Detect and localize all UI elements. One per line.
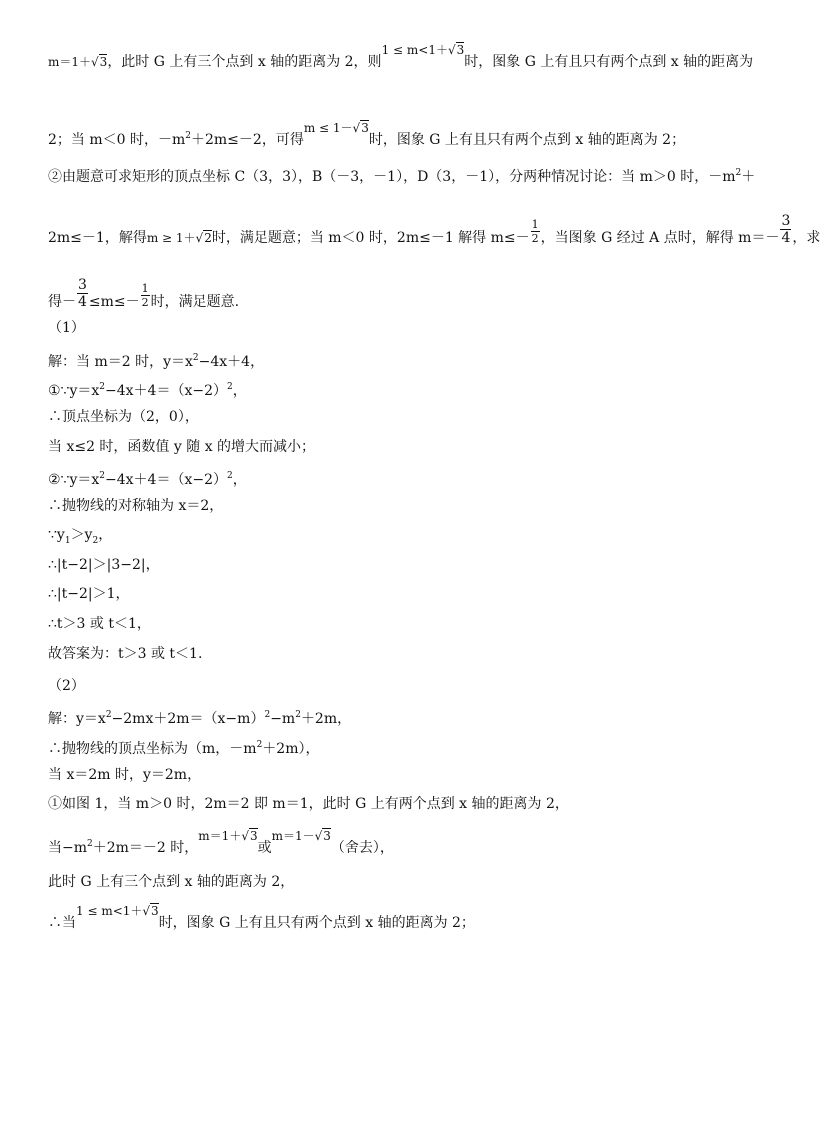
text-run: ，	[98, 527, 113, 543]
text-run: ①∵y＝x	[48, 382, 100, 399]
solution-line-2	[48, 120, 686, 150]
part-1-line-2	[48, 377, 247, 401]
text-run: ①如图 1，当 m＞0 时，2m＝2 即 m＝1，此时 G 上有两个点到 x 轴的距离为 2，	[48, 796, 569, 812]
superscript: 2	[295, 710, 301, 720]
text-run: 解：当 m＝2 时，y＝x	[48, 353, 193, 370]
radical	[91, 52, 107, 72]
part-1-line-9	[48, 584, 130, 604]
part-2-line-3	[48, 765, 201, 785]
superscript: 2	[87, 839, 93, 849]
text-run: −m	[270, 710, 296, 727]
text-run: 当 x＝2m 时，y＝2m，	[48, 767, 202, 783]
radical	[241, 826, 257, 846]
radical	[353, 118, 369, 138]
text-run: −4x＋4＝（x−2）	[105, 382, 227, 399]
part-1-line-5	[48, 466, 247, 490]
part-1-heading	[48, 318, 85, 338]
text-run: ∴t＞3 或 t＜1，	[48, 616, 151, 632]
part-1-answer	[48, 644, 202, 664]
radical-sign: √	[314, 828, 323, 843]
math-expression	[147, 228, 212, 248]
text-run: 2m≤－1，解得	[48, 230, 147, 246]
text-run: （舍去），	[330, 839, 394, 856]
solution-line-5	[48, 278, 239, 312]
math-prefix: m＝1－	[271, 828, 315, 843]
text-run: ，	[232, 382, 247, 399]
math-expression	[48, 52, 107, 72]
math-expression	[76, 901, 159, 921]
part-1-line-3	[48, 407, 199, 427]
math-prefix: m＝1＋	[198, 828, 242, 843]
text-run: −4x＋4＝（x−2）	[105, 471, 227, 488]
text-run: （1）	[48, 320, 85, 336]
superscript: 2	[226, 471, 233, 481]
radicand: 2	[204, 231, 212, 245]
text-run: −2mx＋2m＝（x−m）	[111, 710, 265, 727]
part-2-line-7	[48, 904, 475, 933]
part-2-line-6	[48, 872, 294, 892]
text-run: ＋2m≤－2，可得	[191, 131, 304, 148]
text-run: ∵y	[48, 527, 65, 543]
superscript: 2	[105, 710, 112, 720]
fraction-numerator: 1	[531, 218, 539, 231]
fraction-denominator: 4	[78, 294, 87, 310]
fraction-numerator: 3	[78, 277, 87, 293]
text-run: ，	[232, 471, 247, 488]
superscript: 2	[99, 382, 105, 392]
math-expression	[304, 118, 369, 138]
text-run: ，求	[792, 230, 820, 246]
radicand: 3	[249, 828, 258, 843]
text-run: ＋2m，	[300, 710, 352, 727]
part-1-line-8	[48, 555, 160, 575]
text-run: ＋2m＝－2 时，	[92, 839, 199, 856]
radicand: 3	[323, 828, 331, 843]
text-run: ∴抛物线的顶点坐标为（m，－m	[48, 740, 257, 757]
text-run: 时，图象 G 上有且只有两个点到 x 轴的距离为 2；	[368, 131, 686, 148]
solution-line-1	[48, 43, 754, 72]
radicand: 3	[99, 55, 108, 69]
part-2-heading	[48, 676, 85, 696]
fraction	[141, 283, 150, 308]
part-2-line-2	[48, 735, 319, 759]
subscript: 2	[92, 535, 99, 546]
part-1-line-7	[48, 525, 112, 551]
radicand: 3	[151, 904, 159, 918]
text-run: 时，图象 G 上有且只有两个点到 x 轴的距离为	[464, 54, 754, 70]
fraction	[531, 219, 540, 244]
text-run: 当−m	[48, 839, 88, 856]
superscript: 2	[264, 710, 271, 720]
math-prefix: 1 ≤ m<1＋	[76, 904, 143, 918]
part-2-line-1	[48, 705, 351, 729]
text-run: （2）	[48, 678, 85, 694]
radical	[142, 901, 158, 921]
part-1-line-6	[48, 496, 223, 516]
text-run: ∴|t−2|＞1，	[48, 586, 130, 602]
text-run: ，当图象 G 经过 A 点时，解得 m＝－	[540, 230, 780, 246]
math-expression	[382, 40, 465, 60]
fraction-numerator: 1	[141, 282, 149, 295]
text-run: ＞y	[70, 527, 93, 543]
radical-sign: √	[352, 120, 361, 135]
fraction-denominator: 2	[531, 232, 539, 245]
part-1-line-1	[48, 348, 264, 372]
text-run: 时，满足题意；当 m＜0 时，2m≤－1 解得 m≤－	[211, 230, 530, 246]
solution-line-4	[48, 214, 820, 248]
text-run: −4x＋4，	[198, 353, 265, 370]
text-run: ，此时 G 上有三个点到 x 轴的距离为 2，则	[107, 54, 382, 70]
radical	[315, 826, 331, 846]
part-2-line-4	[48, 794, 569, 814]
math-expression	[272, 826, 331, 846]
math-prefix: m＝1＋	[48, 55, 92, 69]
superscript: 2	[192, 353, 199, 363]
solution-line-3	[48, 163, 755, 187]
text-run: 时，图象 G 上有且只有两个点到 x 轴的距离为 2；	[158, 915, 475, 931]
superscript: 2	[226, 382, 233, 392]
math-prefix: 1 ≤ m<1＋	[381, 43, 448, 57]
fraction	[77, 278, 88, 309]
superscript: 2	[99, 471, 105, 481]
text-run: 时，满足题意.	[150, 294, 240, 310]
text-run: ∴抛物线的对称轴为 x＝2，	[48, 498, 224, 514]
text-run: ∴|t−2|＞|3−2|，	[48, 557, 160, 573]
text-run: 解：y＝x	[48, 710, 106, 727]
subscript: 1	[64, 535, 71, 546]
superscript: 2	[256, 740, 263, 750]
text-run: ②∵y＝x	[48, 471, 100, 488]
radical-sign: √	[142, 904, 151, 918]
radical	[196, 228, 212, 248]
text-run: ≤m≤－	[88, 294, 140, 310]
fraction	[780, 214, 791, 245]
text-run: 当 x≤2 时，函数值 y 随 x 的增大而减小；	[48, 439, 316, 455]
text-run: ＋2m），	[262, 740, 320, 757]
math-expression	[198, 826, 257, 846]
fraction-numerator: 3	[781, 213, 791, 229]
radical-sign: √	[195, 231, 204, 245]
radical	[448, 40, 464, 60]
part-1-line-4	[48, 437, 315, 457]
text-run: ∴顶点坐标为（2，0），	[48, 409, 199, 425]
radical-sign: √	[241, 828, 249, 843]
superscript: 2	[185, 131, 191, 141]
math-prefix: m ≤ 1－	[303, 120, 353, 135]
radicand: 3	[361, 120, 369, 135]
math-prefix: m ≥ 1＋	[146, 231, 196, 245]
text-run: ②由题意可求矩形的顶点坐标 C（3，3），B（－3，－1），D（3，－1），分两种情况讨论：当 m＞0 时，－m	[48, 168, 736, 185]
text-run: ＋	[741, 168, 756, 185]
text-run: 2；当 m＜0 时，－m	[48, 131, 186, 148]
radical-sign: √	[447, 43, 456, 57]
part-1-line-10	[48, 614, 151, 634]
text-run: 故答案为：t＞3 或 t＜1.	[48, 646, 203, 662]
part-2-line-5	[48, 828, 394, 858]
superscript: 2	[735, 168, 742, 178]
radical-sign: √	[91, 55, 99, 69]
text-run: 此时 G 上有三个点到 x 轴的距离为 2，	[48, 874, 295, 890]
text-run: 或	[257, 839, 272, 856]
fraction-denominator: 2	[141, 296, 149, 309]
text-run: ∴当	[48, 915, 76, 931]
fraction-denominator: 4	[781, 230, 791, 246]
radicand: 3	[456, 43, 465, 57]
text-run: 得－	[48, 294, 76, 310]
